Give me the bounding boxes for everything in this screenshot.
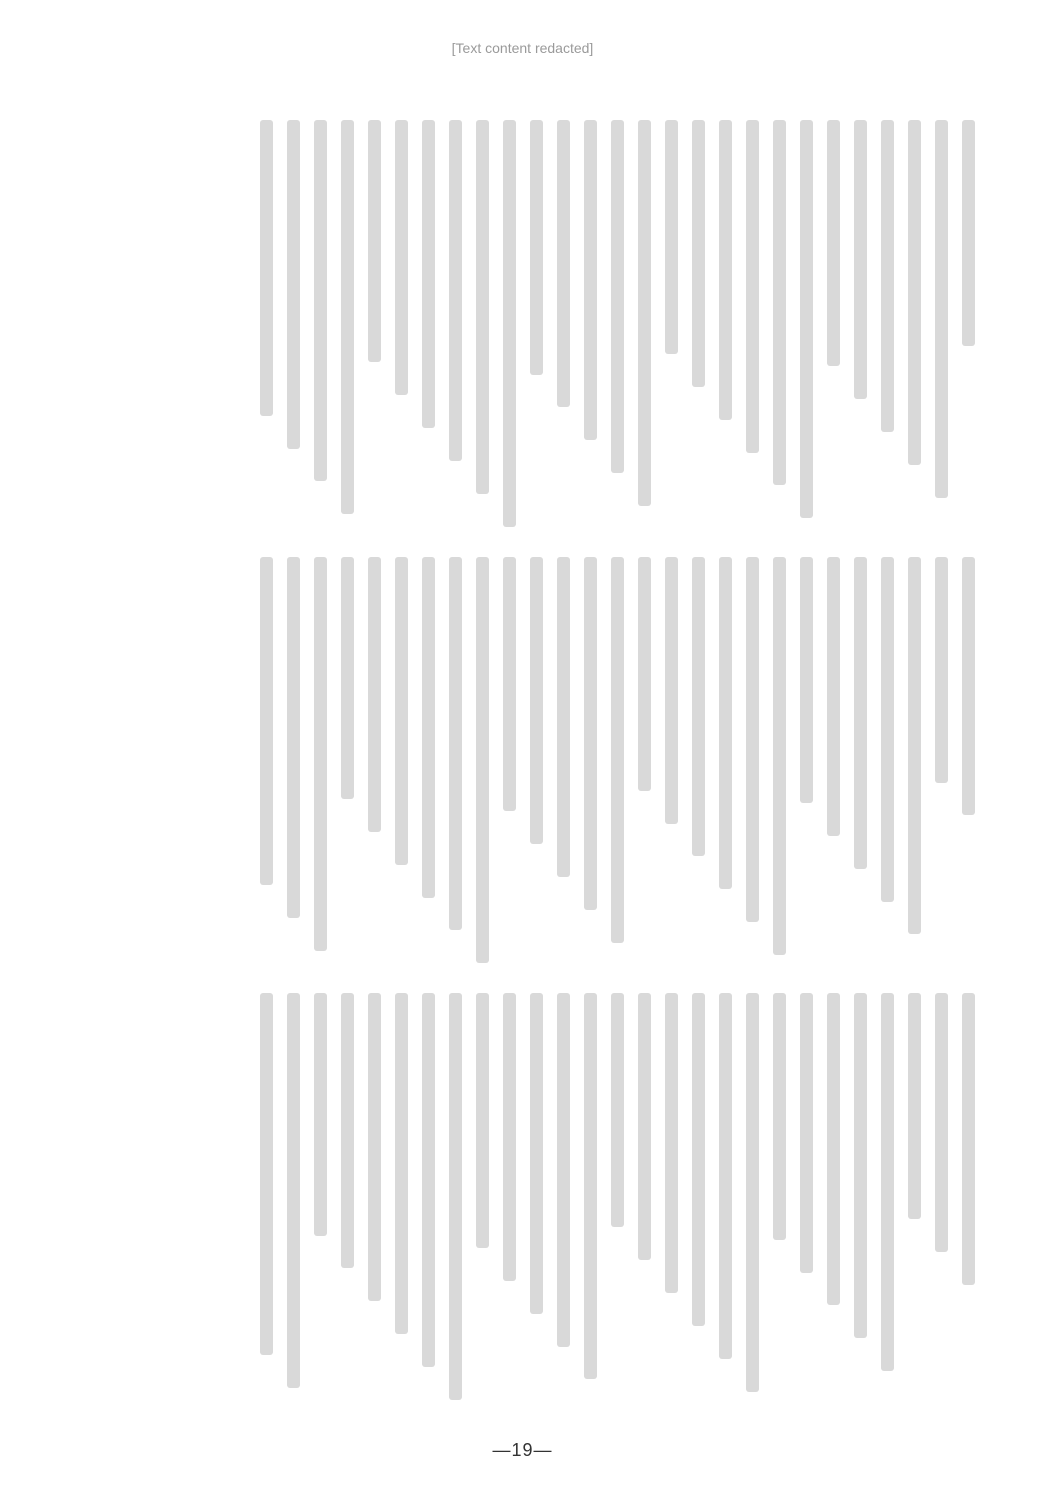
text-band-1	[70, 120, 975, 531]
redacted-text-column	[854, 993, 867, 1338]
redacted-text-column	[314, 120, 327, 481]
redacted-text-column	[962, 993, 975, 1285]
redacted-text-column	[611, 120, 624, 473]
redacted-text-column	[584, 993, 597, 1379]
redacted-text-column	[341, 120, 354, 514]
redacted-text-column	[908, 993, 921, 1219]
redacted-text-column	[881, 120, 894, 432]
redacted-text-column	[692, 557, 705, 857]
redacted-text-column	[800, 557, 813, 803]
text-band-2	[70, 557, 975, 968]
redacted-text-column	[368, 993, 381, 1301]
redacted-text-column	[692, 120, 705, 387]
redacted-text-column	[665, 993, 678, 1293]
redacted-text-column	[881, 993, 894, 1371]
redacted-text-column	[665, 120, 678, 354]
redacted-text-column	[503, 120, 516, 527]
redacted-text-column	[395, 120, 408, 395]
redacted-text-column	[530, 993, 543, 1313]
redacted-text-column	[449, 557, 462, 931]
redacted-text-column	[800, 993, 813, 1272]
redacted-text-column	[827, 993, 840, 1305]
redacted-text-column	[800, 120, 813, 518]
page-number: —19—	[492, 1439, 553, 1460]
redaction-notice: [Text content redacted]	[451, 40, 594, 56]
redacted-text-column	[584, 120, 597, 440]
redacted-text-column	[503, 993, 516, 1280]
redacted-text-column	[611, 557, 624, 943]
redacted-text-column	[827, 120, 840, 366]
redacted-text-column	[854, 120, 867, 399]
redacted-text-column	[476, 557, 489, 964]
redacted-text-column	[557, 557, 570, 877]
redacted-text-column	[638, 120, 651, 506]
redacted-text-column	[395, 557, 408, 865]
redacted-text-column	[530, 120, 543, 375]
redacted-text-column	[287, 557, 300, 918]
redacted-text-column	[503, 557, 516, 812]
redacted-text-column	[962, 557, 975, 816]
redacted-text-column	[908, 557, 921, 935]
redacted-text-column	[557, 993, 570, 1346]
redacted-text-column	[773, 120, 786, 485]
redacted-text-column	[935, 120, 948, 498]
redacted-text-column	[260, 993, 273, 1354]
redacted-text-column	[665, 557, 678, 824]
redacted-text-column	[908, 120, 921, 465]
redacted-text-column	[287, 120, 300, 449]
redacted-text-column	[935, 993, 948, 1252]
redacted-text-column	[260, 557, 273, 886]
redacted-text-column	[368, 120, 381, 362]
redacted-text-column	[287, 993, 300, 1387]
redacted-text-column	[611, 993, 624, 1227]
redacted-text-column	[260, 120, 273, 416]
redacted-text-column	[746, 557, 759, 922]
redacted-text-column	[827, 557, 840, 836]
redacted-text-column	[935, 557, 948, 783]
redacted-text-column	[746, 993, 759, 1391]
redacted-text-column	[854, 557, 867, 869]
redacted-text-column	[314, 993, 327, 1235]
redacted-text-column	[476, 993, 489, 1248]
redacted-text-column	[719, 120, 732, 420]
text-band-3	[70, 993, 975, 1404]
redacted-text-column	[962, 120, 975, 346]
redacted-text-column	[719, 993, 732, 1358]
redacted-text-column	[395, 993, 408, 1334]
redacted-text-column	[773, 557, 786, 955]
redacted-text-column	[341, 557, 354, 799]
redacted-text-column	[692, 993, 705, 1326]
redacted-text-column	[449, 120, 462, 461]
redacted-text-column	[557, 120, 570, 407]
redacted-text-column	[449, 993, 462, 1400]
redacted-text-column	[638, 557, 651, 791]
redacted-text-column	[881, 557, 894, 902]
redacted-text-column	[530, 557, 543, 844]
redacted-text-column	[773, 993, 786, 1239]
redacted-text-column	[314, 557, 327, 951]
redacted-text-column	[422, 120, 435, 428]
redacted-text-column	[638, 993, 651, 1260]
redacted-text-column	[719, 557, 732, 890]
redacted-text-column	[422, 993, 435, 1367]
redacted-text-column	[476, 120, 489, 494]
redacted-text-column	[368, 557, 381, 832]
redacted-text-column	[341, 993, 354, 1268]
redacted-text-column	[422, 557, 435, 898]
redacted-text-column	[584, 557, 597, 910]
redacted-text-column	[746, 120, 759, 453]
